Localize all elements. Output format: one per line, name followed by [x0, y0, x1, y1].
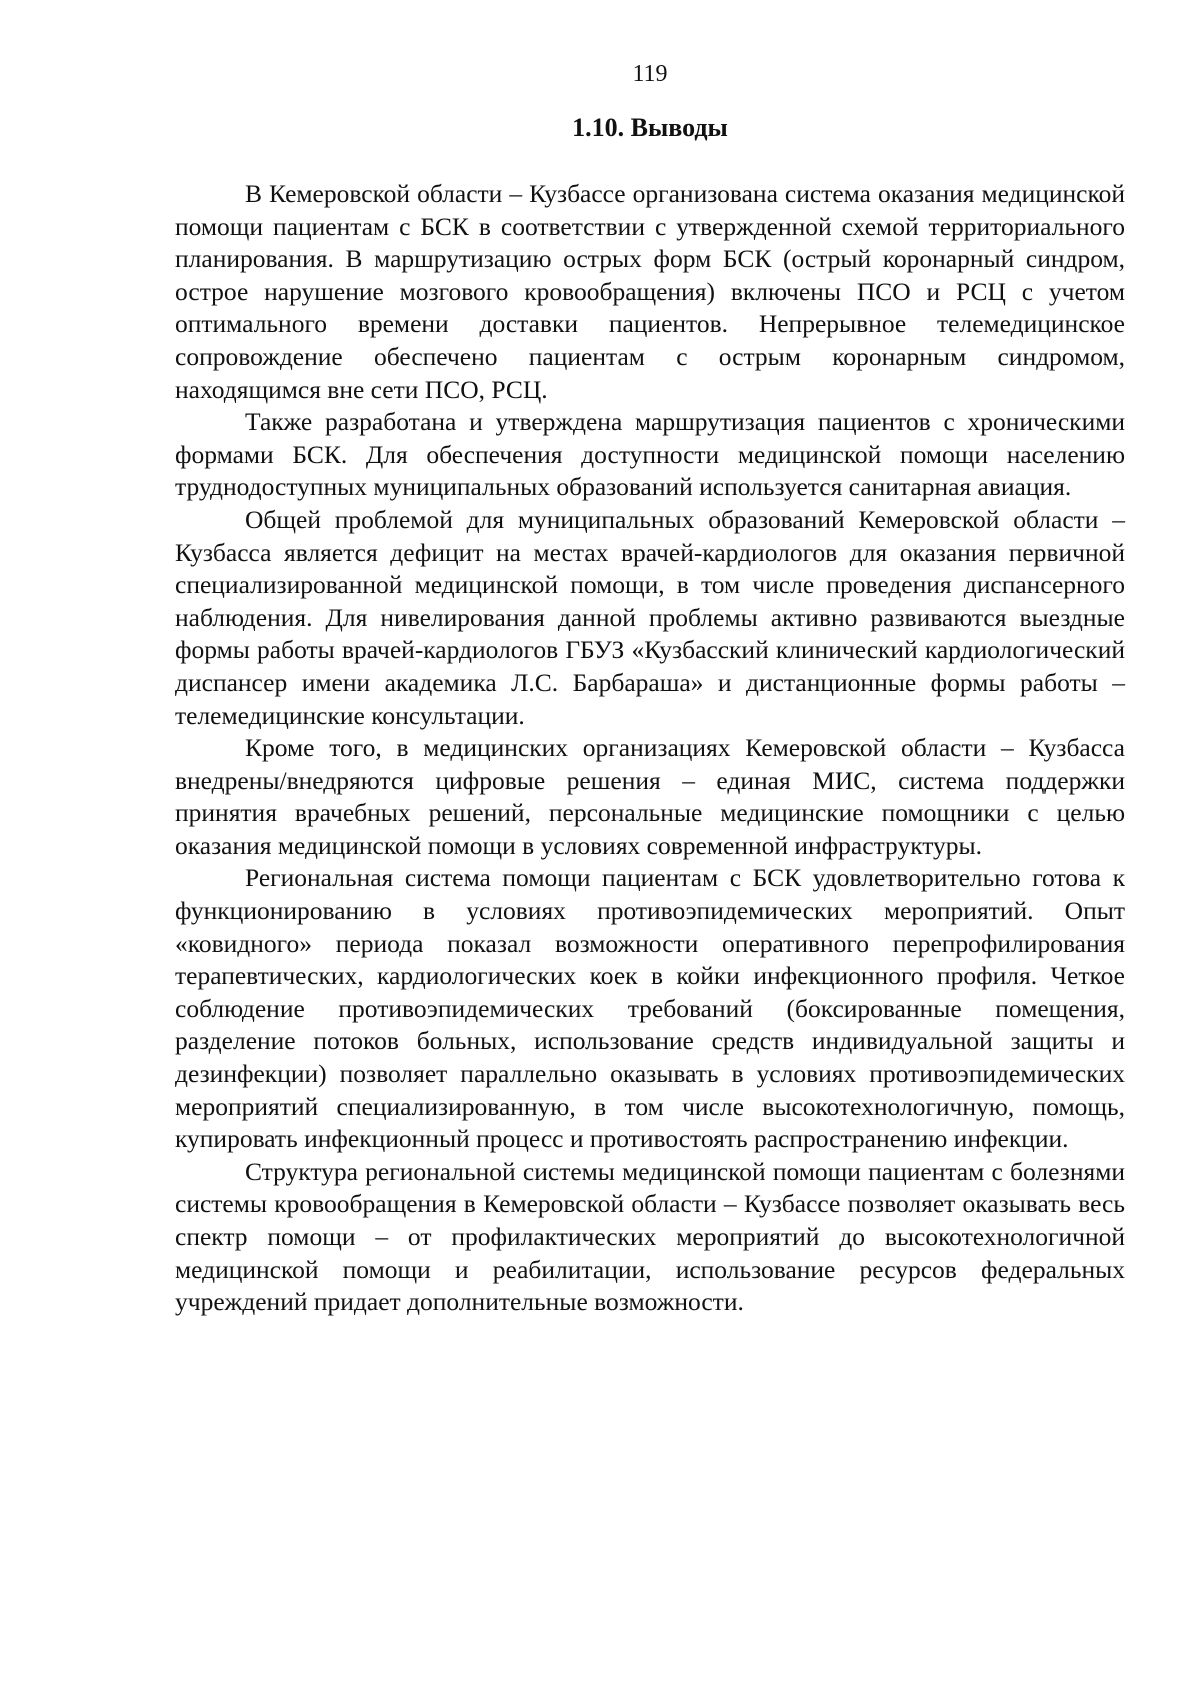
- paragraph-5: Региональная система помощи пациентам с БСК удовлетворительно готова к функционированию в условиях противоэпидемических мероприятий. Опыт «ковидного» периода показал возможности оперативного перепрофилирования терапевтических, кардиологических коек в койки инфекционного профиля. Четкое соблюдение противоэпидемических требований (боксированные помещения, разделение потоков больных, использование средств индивидуальной защиты и дезинфекции) позволяет параллельно оказывать в условиях противоэпидемических мероприятий специализированную, в том числе высокотехнологичную, помощь, купировать инфекционный процесс и противостоять распространению инфекции.: [175, 863, 1125, 1154]
- paragraph-3: Общей проблемой для муниципальных образований Кемеровской области – Кузбасса является дефицит на местах врачей-кардиологов для оказания первичной специализированной медицинской помощи, в том числе проведения диспансерного наблюдения. Для нивелирования данной проблемы активно развиваются выездные формы работы врачей-кардиологов ГБУЗ «Кузбасский клинический кардиологический диспансер имени академика Л.С. Барбараша» и дистанционные формы работы – телемедицинские консультации.: [175, 504, 1125, 730]
- body-text: [175, 178, 1125, 1319]
- paragraph-1: В Кемеровской области – Кузбассе организована система оказания медицинской помощи пациентам с БСК в соответствии с утвержденной схемой территориального планирования. В маршрутизацию острых форм БСК (острый коронарный синдром, острое нарушение мозгового кровообращения) включены ПСО и РСЦ с учетом оптимального времени доставки пациентов. Непрерывное телемедицинское сопровождение обеспечено пациентам с острым коронарным синдромом, находящимся вне сети ПСО, РСЦ.: [175, 179, 1125, 404]
- section-title: 1.10. Выводы: [572, 113, 728, 142]
- paragraph-6: Структура региональной системы медицинской помощи пациентам с болезнями системы кровообращения в Кемеровской области – Кузбассе позволяет оказывать весь спектр помощи – от профилактических мероприятий до высокотехнологичной медицинской помощи и реабилитации, использование ресурсов федеральных учреждений придает дополнительные возможности.: [175, 1156, 1125, 1317]
- paragraph-2: Также разработана и утверждена маршрутизация пациентов с хроническими формами БСК. Для обеспечения доступности медицинской помощи населению труднодоступных муниципальных образований используется санитарная авиация.: [175, 407, 1125, 502]
- paragraph-4: Кроме того, в медицинских организациях Кемеровской области – Кузбасса внедрены/внедряются цифровые решения – единая МИС, система поддержки принятия врачебных решений, персональные медицинские помощники с целью оказания медицинской помощи в условиях современной инфраструктуры.: [175, 733, 1125, 860]
- page-number: 119: [632, 61, 668, 87]
